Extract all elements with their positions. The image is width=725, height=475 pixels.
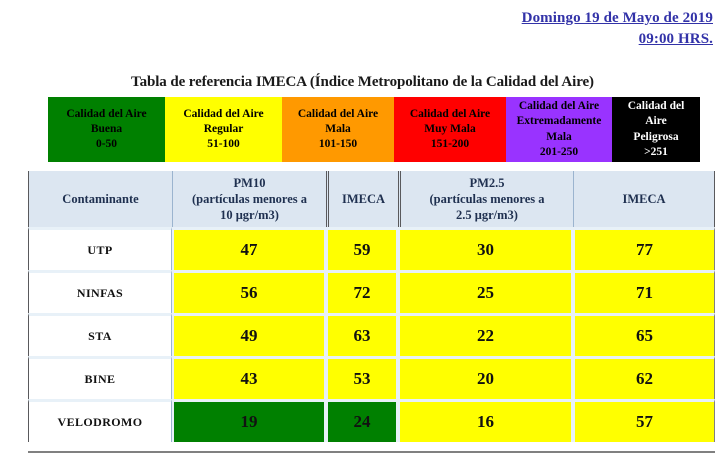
legend-line3: Peligrosa <box>633 130 679 143</box>
legend-extremadamente-mala <box>506 97 612 162</box>
legend-line2: Aire <box>645 115 667 128</box>
pm25-value-cell: 25 <box>398 270 573 313</box>
legend-regular <box>165 97 282 162</box>
table-row <box>28 227 715 270</box>
pm10-value-cell: 43 <box>172 356 326 399</box>
station-name-cell: STA <box>28 313 172 356</box>
legend-range: 0-50 <box>95 138 118 151</box>
pm25-value-cell: 16 <box>398 399 573 442</box>
report-datetime <box>522 8 713 49</box>
legend-range: 151-200 <box>430 138 470 151</box>
station-name-cell: UTP <box>28 227 172 270</box>
legend-line2: Regular <box>203 122 244 135</box>
legend-line3: Mala <box>546 130 572 143</box>
column-header-imeca-pm10: IMECA <box>326 171 398 227</box>
pm10-value-cell: 19 <box>172 399 326 442</box>
pm10-value-cell: 47 <box>172 227 326 270</box>
imeca-pm25-value-cell: 71 <box>573 270 715 313</box>
report-date: Domingo 19 de Mayo de 2019 <box>521 10 713 26</box>
legend-line2: Extremadamente <box>516 115 602 128</box>
legend-line1: Calidad del Aire <box>297 107 379 120</box>
legend-peligrosa <box>612 97 700 162</box>
legend-line2: Muy Mala <box>424 122 476 135</box>
pm25-value-cell: 20 <box>398 356 573 399</box>
table-row <box>28 399 715 442</box>
column-header-contaminante: Contaminante <box>28 171 172 227</box>
pm25-value-cell: 22 <box>398 313 573 356</box>
legend-line1: Calidad del Aire <box>518 100 600 113</box>
legend-line2: Mala <box>325 122 351 135</box>
imeca-pm10-value-cell: 24 <box>326 399 398 442</box>
imeca-pm10-value-cell: 59 <box>326 227 398 270</box>
legend-line1: Calidad del <box>627 100 685 113</box>
pm25-value-cell: 30 <box>398 227 573 270</box>
legend-muy-mala <box>394 97 506 162</box>
legend-range: 201-250 <box>539 145 579 158</box>
pm10-value-cell: 49 <box>172 313 326 356</box>
column-header-pm25: PM2.5 (partículas menores a 2.5 μgr/m3) <box>398 171 573 227</box>
table-bottom-border <box>28 451 715 453</box>
imeca-pm10-value-cell: 63 <box>326 313 398 356</box>
report-time: 09:00 HRS. <box>638 30 713 47</box>
table-header-row <box>28 171 715 227</box>
station-name-cell: NINFAS <box>28 270 172 313</box>
legend-line1: Calidad del Aire <box>66 107 147 120</box>
legend-mala <box>282 97 394 162</box>
table-row <box>28 356 715 399</box>
legend-line2: Buena <box>90 122 123 135</box>
imeca-pm10-value-cell: 72 <box>326 270 398 313</box>
imeca-pm25-value-cell: 57 <box>573 399 715 442</box>
table-body <box>28 227 715 442</box>
legend-range: 51-100 <box>207 138 240 151</box>
imeca-pm25-value-cell: 77 <box>573 227 715 270</box>
table-row <box>28 313 715 356</box>
legend-buena <box>48 97 165 162</box>
imeca-pm25-value-cell: 65 <box>573 313 715 356</box>
imeca-pm25-value-cell: 62 <box>573 356 715 399</box>
station-name-cell: BINE <box>28 356 172 399</box>
pm10-value-cell: 56 <box>172 270 326 313</box>
table-row <box>28 270 715 313</box>
reference-table-title: Tabla de referencia IMECA (Índice Metropolitano de la Calidad del Aire) <box>131 74 594 90</box>
column-header-pm10: PM10 (partículas menores a 10 μgr/m3) <box>172 171 326 227</box>
column-header-imeca-pm25: IMECA <box>573 171 715 227</box>
legend-range: 101-150 <box>318 138 358 151</box>
imeca-measurements-table <box>28 171 715 442</box>
legend-line1: Calidad del Aire <box>183 107 264 120</box>
legend-line1: Calidad del Aire <box>409 107 491 120</box>
imeca-legend <box>48 97 700 162</box>
station-name-cell: VELODROMO <box>28 399 172 442</box>
legend-range: >251 <box>644 145 668 158</box>
imeca-pm10-value-cell: 53 <box>326 356 398 399</box>
